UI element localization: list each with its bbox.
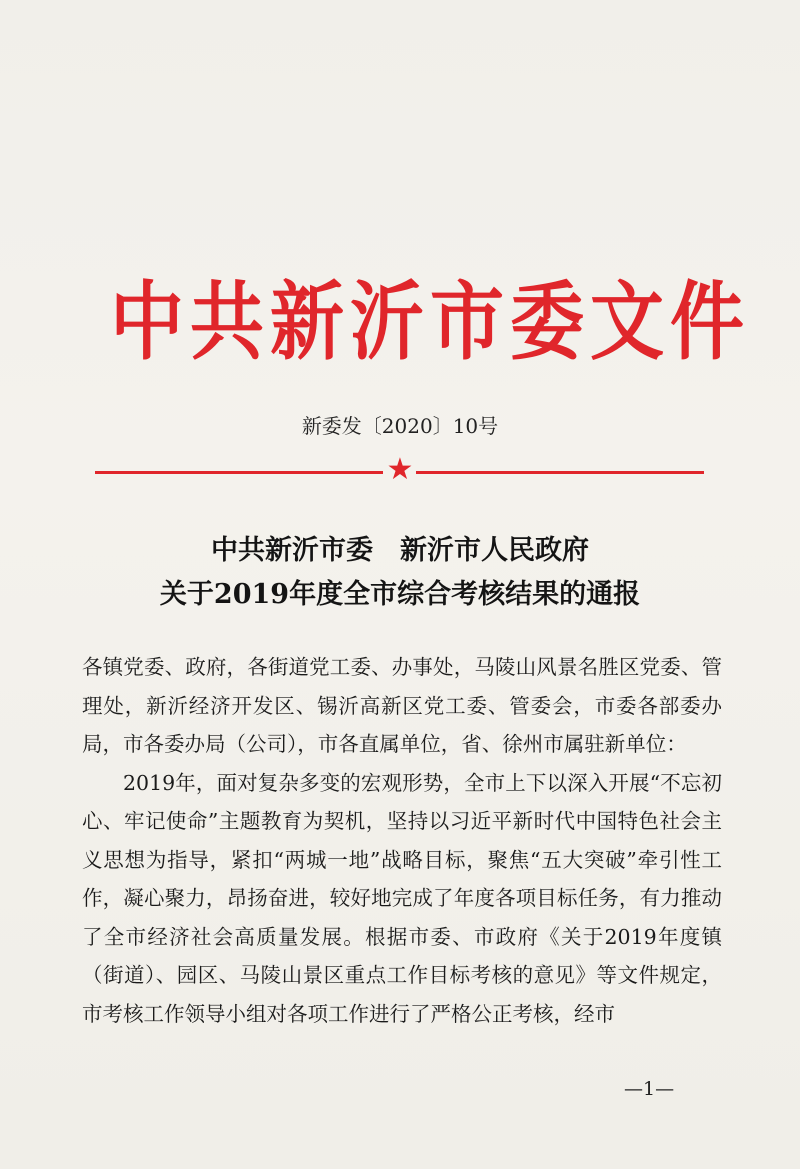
recipients-paragraph: 各镇党委、政府，各街道党工委、办事处，马陵山风景名胜区党委、管理处，新沂经济开发区、锡沂高新区党工委、管委会，市委各部委办局，市各委办局（公司），市各直属单位，省、徐州市属驻新单位： [82, 655, 722, 756]
document-body [82, 648, 722, 1033]
document-header-title: 中共新沂市委文件 [110, 273, 750, 373]
header-divider-left [95, 471, 383, 474]
body-paragraph: 2019年，面对复杂多变的宏观形势，全市上下以深入开展“不忘初心、牢记使命”主题教育为契机，坚持以习近平新时代中国特色社会主义思想为指导，紧扣“两城一地”战略目标，聚焦“五大突破”牵引性工作，凝心聚力，昂扬奋进，较好地完成了年度各项目标任务，有力推动了全市经济社会高质量发展。根据市委、市政府《关于2019年度镇（街道）、园区、马陵山景区重点工作目标考核的意见》等文件规定，市考核工作领导小组对各项工作进行了严格公正考核，经市 [82, 770, 722, 1026]
notice-title-line1: 中共新沂市委 新沂市人民政府 [211, 535, 589, 566]
red-star-icon: ★ [386, 452, 414, 487]
page-number: —1— [624, 1078, 675, 1100]
notice-title-line2: 关于2019年度全市综合考核结果的通报 [159, 579, 641, 610]
header-divider-right [416, 471, 704, 474]
document-number: 新委发〔2020〕10号 [301, 414, 499, 438]
